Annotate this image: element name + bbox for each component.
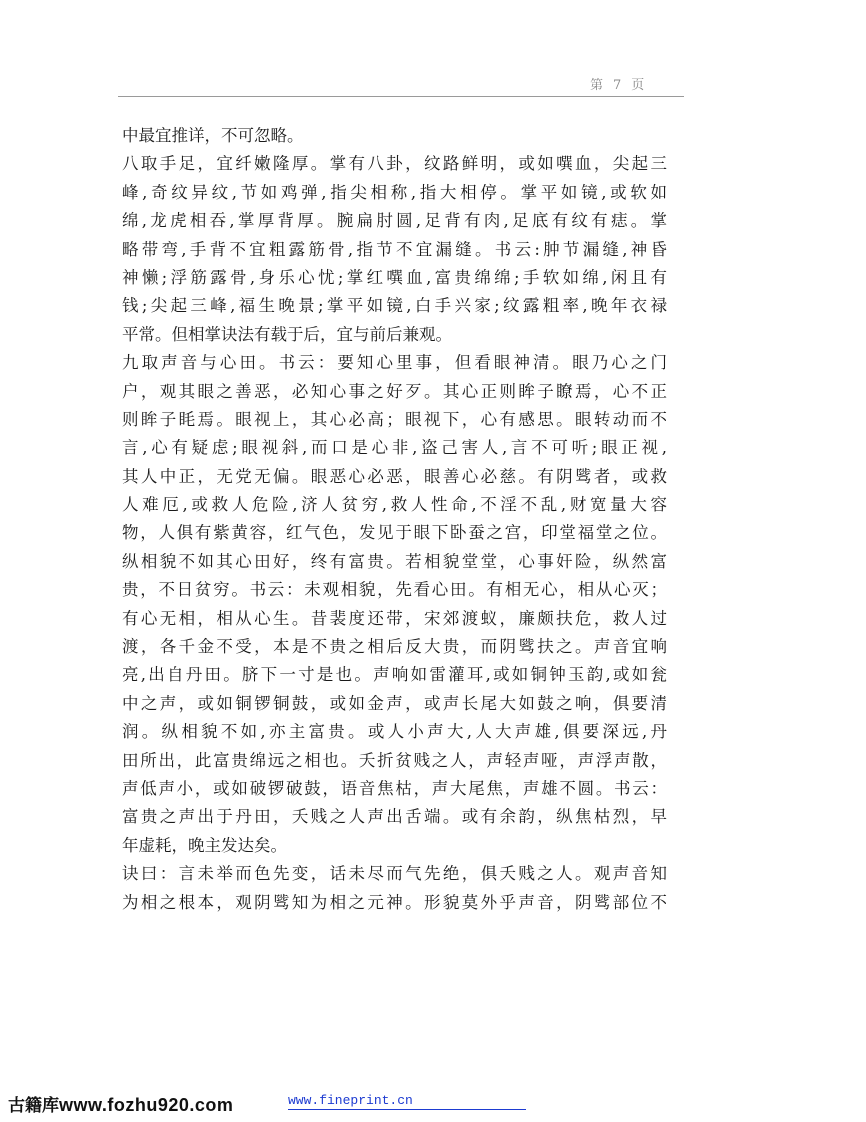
text-line: 诀曰：言未举而色先变，话未尽而气先绝，俱夭贱之人。观声音知 [122,864,667,884]
text-line: 润。纵相貌不如,亦主富贵。或人小声大,人大声雄,俱要深远,丹 [122,722,667,742]
text-line: 亮,出自丹田。脐下一寸是也。声响如雷灌耳,或如铜钟玉韵,或如瓮 [122,665,667,685]
text-line: 平常。但相掌诀法有载于后，宜与前后兼观。 [122,324,452,344]
text-line: 物，人俱有紫黄容，红气色，发见于眼下卧蚕之宫，印堂福堂之位。 [122,523,667,543]
page-number: 7 [613,78,626,93]
text-line: 人难厄,或救人危险,济人贫穷,救人性命,不淫不乱,财宽量大容 [122,495,667,515]
text-line: 则眸子眊焉。眼视上，其心必高；眼视下，心有感思。眼转动而不 [122,409,667,429]
text-line: 富贵之声出于丹田，夭贱之人声出舌端。或有余韵，纵焦枯烈，早 [122,807,667,827]
text-line: 峰,奇纹异纹,节如鸡弹,指尖相称,指大相停。掌平如镜,或软如 [122,182,667,202]
text-line: 钱;尖起三峰,福生晚景;掌平如镜,白手兴家;纹露粗率,晚年衣禄 [122,296,667,316]
text-line: 声低声小，或如破锣破鼓，语音焦枯，声大尾焦，声雄不圆。书云： [122,778,667,798]
text-line: 中最宜推详，不可忽略。 [122,126,304,145]
text-line: 纵相貌不如其心田好，终有富贵。若相貌堂堂，心事奸险，纵然富 [122,551,667,571]
page-suffix: 页 [631,78,649,93]
fineprint-link[interactable]: www.fineprint.cn [288,1093,526,1110]
text-line: 有心无相，相从心生。昔裴度还带，宋郊渡蚁，廉颇扶危，救人过 [122,608,667,628]
text-line: 九取声音与心田。书云：要知心里事，但看眼神清。眼乃心之门 [122,353,667,373]
text-line: 渡，各千金不受，本是不贵之相后反大贵，而阴骘扶之。声音宜响 [122,637,667,657]
text-line: 八取手足，宜纤嫩隆厚。掌有八卦，纹路鲜明，或如噀血，尖起三 [122,154,667,174]
text-line: 户，观其眼之善恶，必知心事之好歹。其心正则眸子瞭焉，心不正 [122,381,667,401]
text-line: 言,心有疑虑;眼视斜,而口是心非,盗己害人,言不可听;眼正视, [122,438,667,458]
site-watermark-logo [8,1091,233,1116]
logo-prefix: 古籍库 [8,1096,59,1116]
text-line: 神懒;浮筋露骨,身乐心忧;掌红噀血,富贵绵绵;手软如绵,闲且有 [122,267,667,287]
header-divider [118,96,684,97]
body-text [122,122,667,917]
text-line: 略带弯,手背不宜粗露筋骨,指节不宜漏缝。书云:肿节漏缝,神昏 [122,239,667,259]
text-line: 绵,龙虎相吞,掌厚背厚。腕扁肘圆,足背有肉,足底有纹有痣。掌 [122,211,667,231]
footer [8,1091,858,1115]
text-line: 其人中正，无党无偏。眼恶心必恶，眼善心必慈。有阴骘者，或救 [122,466,667,486]
text-line: 田所出，此富贵绵远之相也。夭折贫贱之人，声轻声哑，声浮声散， [122,750,667,770]
page-prefix: 第 [590,78,608,93]
text-line: 贵，不日贫穷。书云：未观相貌，先看心田。有相无心，相从心灭； [122,580,667,600]
page-number-header [590,74,654,93]
text-line: 为相之根本，观阴骘知为相之元神。形貌莫外乎声音，阴骘部位不 [122,892,667,912]
text-line: 年虚耗，晚主发达矣。 [122,835,287,855]
text-line: 中之声，或如铜锣铜鼓，或如金声，或声长尾大如鼓之响，俱要清 [122,693,667,713]
logo-url: www.fozhu920.com [59,1095,234,1115]
